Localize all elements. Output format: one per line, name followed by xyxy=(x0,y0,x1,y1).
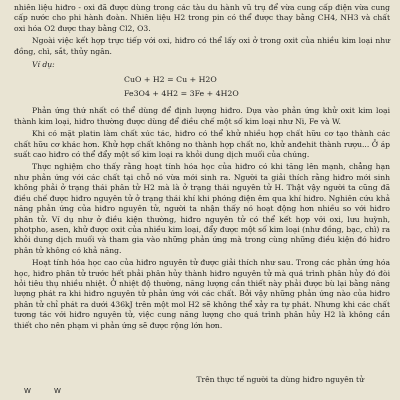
equation-2: Fe3O4 + 4H2 = 3Fe + 4H2O xyxy=(124,89,239,99)
example-label: Ví dụ: xyxy=(32,60,55,70)
footer-mark: W xyxy=(54,387,62,395)
footer-mark: W xyxy=(24,387,32,395)
paragraph-0: nhiên liệu hiđro - oxi đã được dùng trong các tàu du hành vũ trụ để vừa cung cấp điện vừa cung cấp nước cho phi hành đoàn. Nhiên liệu H2 trong pin có thể được thay bằng CH4, NH3 và chất oxi hóa O2 được thay bằng Cl2, O3. xyxy=(14,3,390,33)
page-footer xyxy=(0,375,400,396)
footer-marks xyxy=(14,386,390,396)
equation-1: CuO + H2 = Cu + H2O xyxy=(124,75,217,85)
paragraph-2: Phản ứng thứ nhất có thể dùng để định lượng hiđro. Dựa vào phản ứng khử oxit kim loại thành kim loại, hiđro thường được dùng để điều chế một số kim loại như Ni, Fe và W. xyxy=(14,106,390,126)
paragraph-5: Hoạt tính hóa học cao của hiđro nguyên tử được giải thích như sau. Trong các phản ứng hóa học, hiđro phân tử trước hết phải phân hủy thành hiđro nguyên tử mà quá trình phân hủy đó đòi hỏi tiêu thụ nhiều nhiệt. Ở nhiệt độ thường, năng lượng cần thiết này phải được bù lại bằng năng lượng phát ra khi hiđro nguyên tử phản ứng với các chất. Bởi vậy những phản ứng nào của hiđro phân tử chỉ phát ra dưới 436kJ trên một mol H2 sẽ không thể xảy ra tự phát. Nhưng khi các chất tương tác với hiđro nguyên tử, việc cung năng lượng cho quá trình phân hủy H2 là không cần thiết cho nên phạm vi phản ứng sẽ được rộng lớn hơn. xyxy=(14,258,390,330)
footer-text: Trên thực tế người ta dùng hiđro nguyên tử xyxy=(196,375,364,384)
paragraph-1: Ngoài việc kết hợp trực tiếp với oxi, hiđro có thể lấy oxi ở trong oxit của nhiều kim loại như đồng, chì, sắt, thủy ngân. xyxy=(14,36,390,56)
paragraph-3: Khi có mặt platin làm chất xúc tác, hiđro có thể khử nhiều hợp chất hữu cơ tạo thành các chất hữu cơ khác hơn. Khử hợp chất không no thành hợp chất no, khử anđehit thành rượu... Ở áp suất cao hiđro có thể đẩy một số kim loại ra khỏi dung dịch muối của chúng. xyxy=(14,129,390,160)
equations-block xyxy=(14,73,390,101)
paragraph-4: Thực nghiệm cho thấy rằng hoạt tính hóa học của hiđro có khi tăng lên mạnh, chẳng hạn như phản ứng với các chất tại chỗ nó vừa mới sinh ra. Người ta giải thích rằng hiđro mới sinh không phải ở trạng thái phân tử H2 mà là ở trạng thái nguyên tử H. Thật vậy người ta cũng đã điều chế được hiđro nguyên tử ở trạng thái khí khi phóng điện êm qua khí hiđro. Nghiên cứu khả năng phản ứng của hiđro nguyên tử, người ta nhận thấy nó hoạt động hơn nhiều so với hiđro phân tử. Ví dụ như ở điều kiện thường, hiđro nguyên tử có thể kết hợp với oxi, lưu huỳnh, photpho, asen, khử được oxit của nhiều kim loại, đẩy được một số kim loại (như đồng, bạc, chì) ra khỏi dung dịch muối và tham gia vào những phản ứng mà trong cùng những điều kiện đó hiđro phân tử không có khả năng. xyxy=(14,162,390,255)
